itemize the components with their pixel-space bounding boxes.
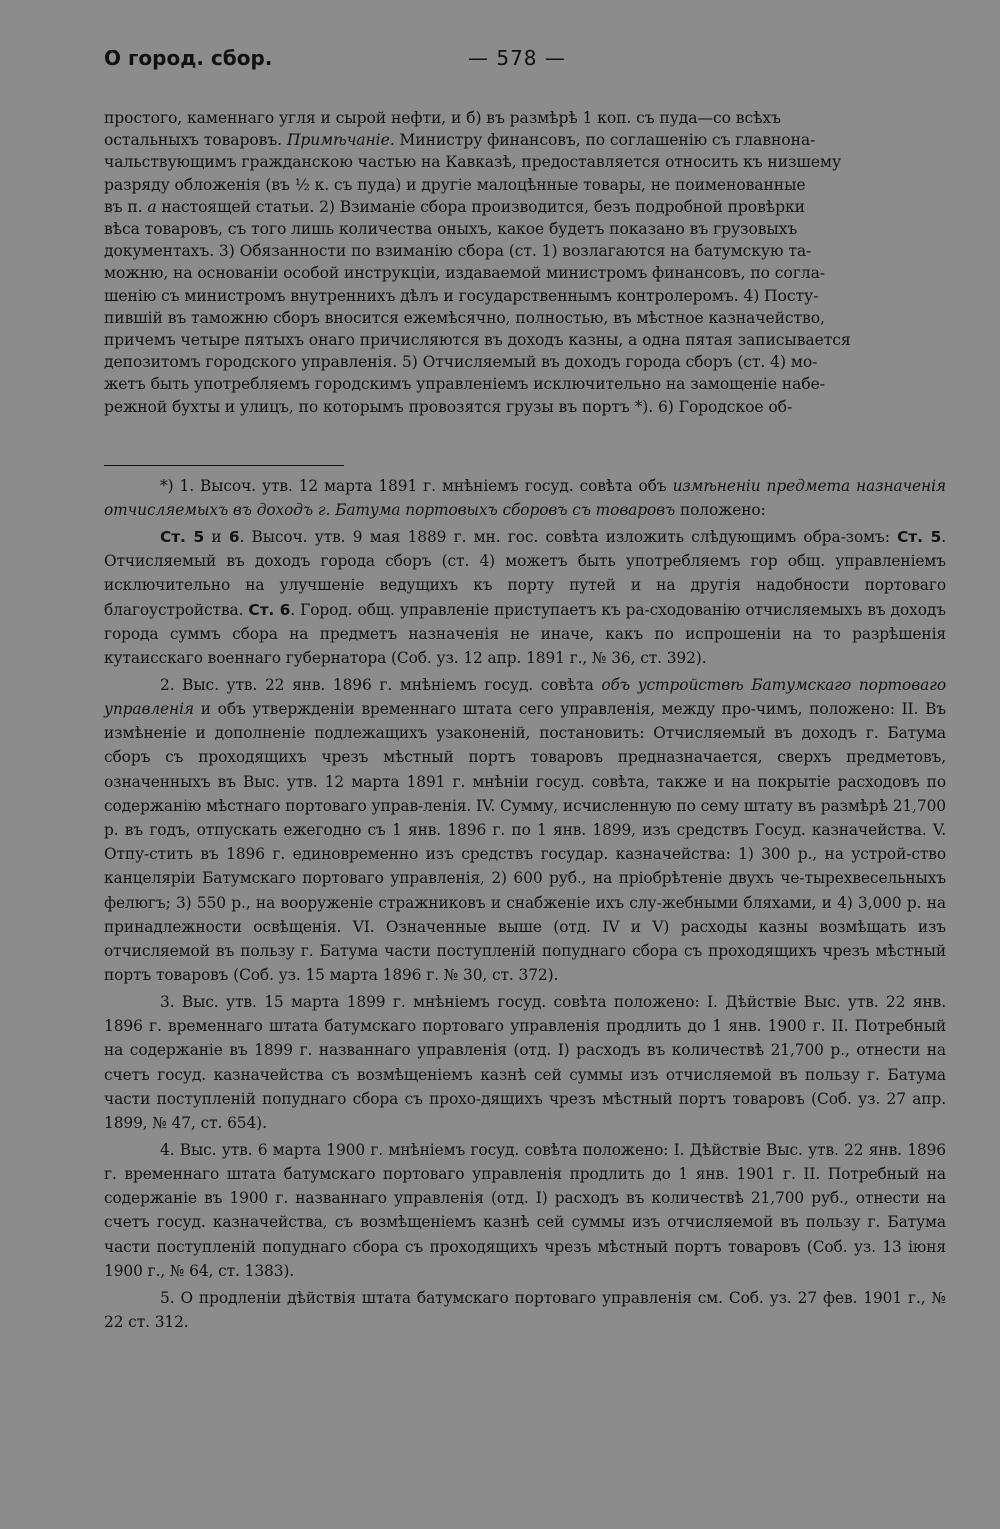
footnote-divider: [104, 465, 344, 466]
text-line: пившій въ таможню сборъ вносится ежемѣсячно, полностью, въ мѣстное казначейство,: [104, 308, 825, 327]
text-line: документахъ. 3) Обязанности по взиманію сбора (ст. 1) возлагаются на батумскую та-: [104, 242, 812, 261]
footnote-1: *) 1. Высоч. утв. 12 марта 1891 г. мнѣніемъ госуд. совѣта объ измѣненіи предмета назначенія отчисляемыхъ въ доходъ г. Батума портовыхъ сборовъ съ товаровъ положено:: [104, 477, 947, 520]
remark-heading: Примѣчаніе.: [286, 131, 395, 150]
text-line: режной бухты и улицъ, по которымъ провозятся грузы въ портъ *). 6) Городское об-: [104, 397, 793, 416]
footnote-5: 5. О продленіи дѣйствія штата батумскаго портоваго управленія см. Соб. уз. 27 фев. 1901 г., № 22 ст. 312.: [104, 1288, 946, 1331]
text-line: простого, каменнаго угля и сырой нефти, и б) въ размѣрѣ 1 коп. съ пуда—со всѣхъ: [104, 109, 781, 127]
text-line: вѣса товаровъ, съ того лишь количества оныхъ, какое будетъ показано въ грузовыхъ: [104, 220, 798, 239]
text-line: разряду обложенія (въ ½ к. съ пуда) и другіе малоцѣнные товары, не поименованные: [104, 175, 806, 194]
text-line: жетъ быть употребляемъ городскимъ управленіемъ исключительно на замощеніе набе-: [104, 375, 825, 394]
text-line: депозитомъ городского управленія. 5) Отчисляемый въ доходъ города сборъ (ст. 4) мо-: [104, 353, 818, 372]
footnote-3: 3. Выс. утв. 15 марта 1899 г. мнѣніемъ госуд. совѣта положено: I. Дѣйствіе Выс. утв. 22 янв. 1896 г. временнаго штата батумскаго портоваго управленія продлить до 1 янв. 1900 г. II. Потребный на содержаніе въ 1899 г. названнаго управленія (отд. I) расходъ въ количествѣ 21,700 р., отнести на счетъ госуд. казначейства съ возмѣщеніемъ казнѣ сей суммы изъ отчисляемой въ пользу г. Батума части поступленій попуднаго сбора съ прохо-дящихъ чрезъ мѣстный портъ товаровъ (Соб. уз. 27 апр. 1899, № 47, ст. 654).: [104, 993, 946, 1133]
text-line: чальствующимъ гражданскою частью на Кавказѣ, предоставляется относить къ низшему: [104, 153, 842, 172]
text-line: шенію съ министромъ внутреннихъ дѣлъ и государственнымъ контролеромъ. 4) Посту-: [104, 286, 819, 305]
main-text: [104, 107, 946, 418]
text-line: остальныхъ товаровъ. Примѣчаніе. Министру финансовъ, по соглашенію съ главнона-: [104, 131, 816, 150]
text-line: можню, на основаніи особой инструкціи, издаваемой министромъ финансовъ, по согла-: [104, 264, 825, 283]
page-number: — 578 —: [468, 46, 566, 70]
footnote-4: 4. Выс. утв. 6 марта 1900 г. мнѣніемъ госуд. совѣта положено: I. Дѣйствіе Выс. утв. 22 янв. 1896 г. временнаго штата батумскаго портоваго управленія продлить до 1 янв. 1901 г. II. Потребный на содержаніе въ 1900 г. названнаго управленія (отд. I) расходъ въ количествѣ 21,700 руб., отнести на счетъ госуд. казначейства, съ возмѣщеніемъ казнѣ сей суммы изъ отчисляемой въ пользу г. Батума части поступленій попуднаго сбора съ проходящихъ чрезъ мѣстный портъ товаровъ (Соб. уз. 13 іюня 1900 г., № 64, ст. 1383).: [104, 1140, 946, 1280]
footnotes: [104, 474, 946, 1337]
text-line: причемъ четыре пятыхъ онаго причисляются въ доходъ казны, а одна пятая записывается: [104, 331, 851, 350]
running-title: О город. сбор.: [104, 46, 273, 70]
text-line: въ п. а настоящей статьи. 2) Взиманіе сбора производится, безъ подробной провѣрки: [104, 197, 805, 216]
footnote-2: 2. Выс. утв. 22 янв. 1896 г. мнѣніемъ госуд. совѣта объ устройствѣ Батумскаго портоваго управленія и объ утвержденіи временнаго штата сего управленія, между про-чимъ, положено: II. Въ измѣненіе и дополненіе подлежащихъ узаконеній, постановить: Отчисляемый въ доходъ г. Батума сборъ съ проходящихъ чрезъ мѣстный портъ товаровъ предназначается, сверхъ предметовъ, означенныхъ въ Выс. утв. 12 марта 1891 г. мнѣніи госуд. совѣта, также и на покрытіе расходовъ по содержанію мѣстнаго портоваго управ-ленія. IV. Сумму, исчисленную по сему штату въ размѣрѣ 21,700 р. въ годъ, отпускать ежегодно съ 1 янв. 1896 г. по 1 янв. 1899, изъ средствъ Госуд. казначейства. V. Отпу-стить въ 1896 г. единовременно изъ средствъ государ. казначейства: 1) 300 р., на устрой-ство канцеляріи Батумскаго портоваго управленія, 2) 600 руб., на пріобрѣтеніе двухъ че-тырехвесельныхъ фелюгъ; 3) 550 р., на вооруженіе стражниковъ и снабженіе ихъ слу-жебными бляхами, и 4) 3,000 р. на принадлежности освѣщенія. VI. Означенные выше (отд. IV и V) расходы казны возмѣщать изъ отчисляемой въ пользу г. Батума части поступленій попуднаго сбора съ проходящихъ чрезъ мѣстный портъ товаровъ (Соб. уз. 15 марта 1896 г. № 30, ст. 372).: [104, 675, 946, 985]
footnote-1-articles: Ст. 5 и 6. Высоч. утв. 9 мая 1889 г. мн. гос. совѣта изложить слѣдующимъ обра-зомъ: Ст. 5. Отчисляемый въ доходъ города сборъ (ст. 4) можетъ быть употребляемъ гор общ. управленіемъ исключительно на улучшеніе ведущихъ къ порту путей и на другія надобности портоваго благоустройства. Ст. 6. Город. общ. управленіе приступаетъ къ ра-сходованію отчисляемыхъ въ доходъ города суммъ сбора на предметъ назначенія не иначе, какъ по испрошеніи на то разрѣшенія кутаисскаго военнаго губернатора (Соб. уз. 12 апр. 1891 г., № 36, ст. 392).: [104, 528, 946, 668]
